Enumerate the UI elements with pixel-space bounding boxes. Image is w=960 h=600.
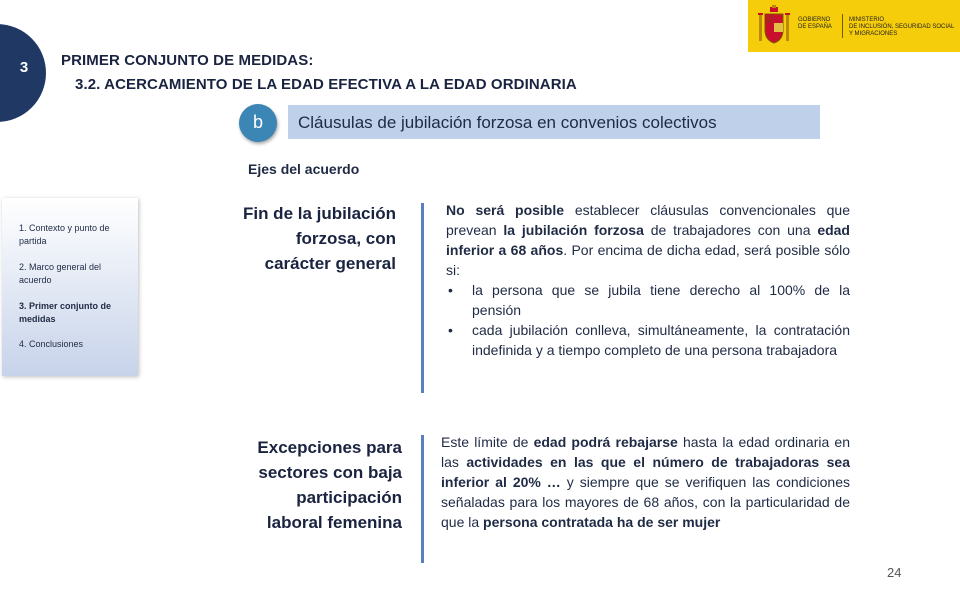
sidebar-nav [2,198,138,376]
row1-text-2: de trabajadores con una [643,222,818,238]
logo-text-government: GOBIERNO DE ESPAÑA [798,17,832,30]
ejes-label: Ejes del acuerdo [248,161,360,177]
row2-body [441,432,850,532]
row2-text-2: hasta la edad ordinaria en las [441,434,851,470]
row1-heading: Fin de la jubilación forzosa, con carácter general [242,204,396,273]
list-item: • la persona que se jubila tiene derecho al 100% de la pensión [446,280,850,320]
row1-text-3: . Por encima de dicha edad, será posible sólo si: [446,242,851,278]
row1-bold-2: la jubilación forzosa [503,222,644,238]
row2-divider [421,435,424,563]
row1-bullet-list [446,280,850,360]
page-subtitle: 3.2. ACERCAMIENTO DE LA EDAD EFECTIVA A LA EDAD ORDINARIA [75,76,577,93]
sidebar-item-contexto[interactable]: 1. Contexto y punto de partida [19,223,110,246]
subsection-badge: b [239,104,277,142]
row2-text-1: Este límite de [441,434,534,450]
row2-heading: Excepciones para sectores con baja participación laboral femenina [257,438,402,532]
subsection-banner [288,105,820,139]
sidebar-item-primer-conjunto[interactable]: 3. Primer conjunto de medidas [19,301,112,324]
row1-bold-1: No será posible [446,202,565,218]
section-number: 3 [19,59,29,76]
sidebar-item-marco-general[interactable]: 2. Marco general del acuerdo [19,262,102,285]
government-logo [748,0,960,52]
row2-paragraph [441,432,850,532]
sidebar-item-conclusiones[interactable]: 4. Conclusiones [19,339,84,349]
page-number: 24 [887,565,902,580]
row2-text-3: y siempre que se verifiquen las condiciones señaladas para los mayores de 68 años, con la particularidad de que la [441,474,851,530]
subsection-title: Cláusulas de jubilación forzosa en convenios colectivos [298,113,717,132]
row1-text-1: establecer cláusulas convencionales que prevean [446,202,850,238]
row1-body [446,200,850,360]
row1-intro [446,200,850,280]
coat-of-arms-icon [757,5,791,47]
row1-bold-3: edad inferior a 68 años [446,222,850,258]
row1-divider [421,203,424,393]
row2-bold-1: edad podrá rebajarse [533,434,678,450]
row2-bold-3: persona contratada ha de ser mujer [483,514,721,530]
logo-text-ministry: MINISTERIO DE INCLUSIÓN, SEGURIDAD SOCIAL Y MIGRACIONES [849,17,955,37]
logo-divider [842,14,843,38]
page-title: PRIMER CONJUNTO DE MEDIDAS: [61,52,314,69]
row2-bold-2: actividades en las que el número de trabajadoras sea inferior al 20% … [441,454,850,490]
list-item: • cada jubilación conlleva, simultáneamente, la contratación indefinida y a tiempo completo de una persona trabajadora [446,320,850,360]
